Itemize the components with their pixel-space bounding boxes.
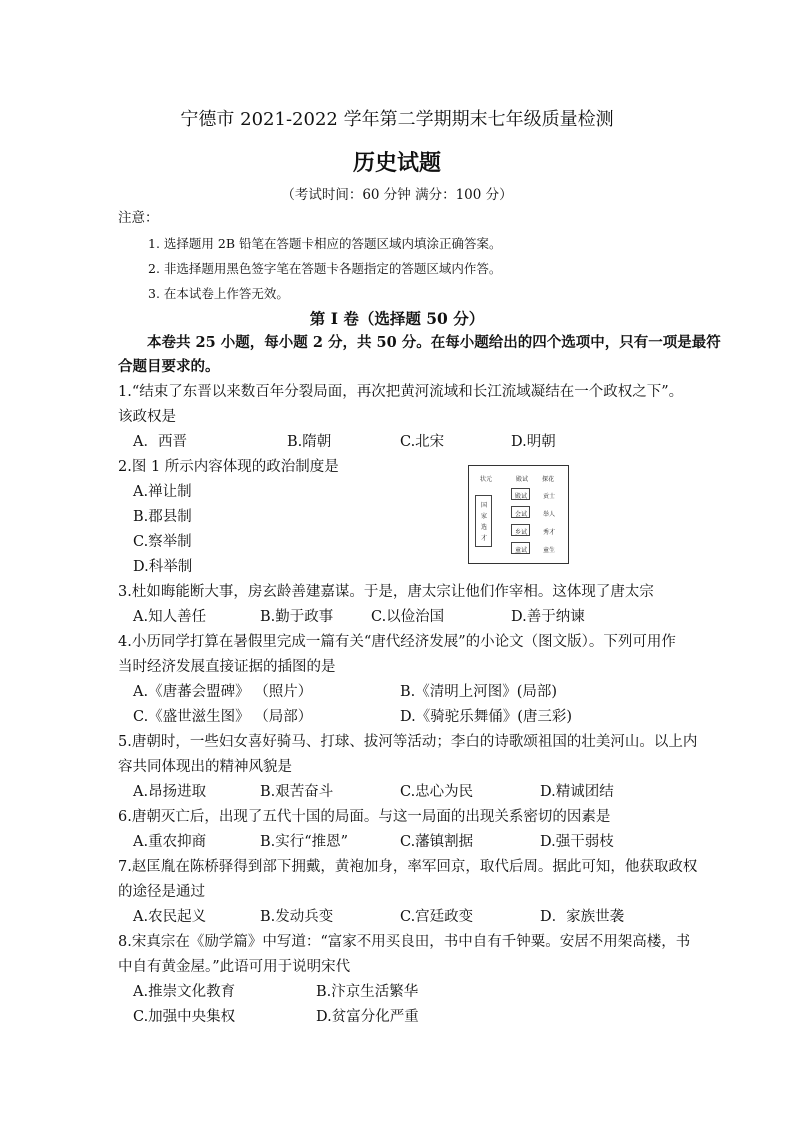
notes-label: 注意： [118,210,159,226]
question-5-stem-cont: 容共同体现出的精神风貌是 [118,759,292,775]
figure-rank-label: 举人 [543,511,556,518]
figure-stage-label: 会试 [515,511,528,518]
section-intro-cont: 合题目要求的。 [118,358,220,375]
figure-left-char: 才 [481,535,488,542]
question-2-stem: 2.图 1 所示内容体现的政治制度是 [118,459,339,475]
question-4-stem-cont: 当时经济发展直接证据的插图的是 [118,659,336,675]
question-5-option-d: D.精诚团结 [540,784,614,800]
section-title: 第 I 卷（选择题 50 分） [309,309,485,328]
question-4-option-b: B.《清明上河图》(局部) [400,684,558,700]
question-5-option-a: A.昂扬进取 [133,784,207,800]
figure-stage-label: 童试 [515,547,528,554]
figure-1-exam-system-diagram [468,465,569,564]
question-8-option-a: A.推崇文化教育 [133,984,236,1000]
figure-left-char: 选 [481,524,488,531]
figure-stage-label: 乡试 [515,529,528,536]
question-4-option-d: D.《骑驼乐舞俑》(唐三彩) [400,709,573,725]
exam-meta: （考试时间：60 分钟 满分：100 分） [281,187,513,203]
figure-header: 状元 [480,476,493,483]
question-7-option-a: A.农民起义 [133,909,207,925]
question-3-option-c: C.以俭治国 [371,609,445,625]
question-2-option-c: C.察举制 [133,534,192,550]
note-item: 2. 非选择题用黑色签字笔在答题卡各题指定的答题区域内作答。 [148,261,502,276]
question-2-option-a: A.禅让制 [133,484,192,500]
question-3-stem: 3.杜如晦能断大事，房玄龄善建嘉谋。于是，唐太宗让他们作宰相。这体现了唐太宗 [118,584,654,600]
question-7-option-d: D．家族世袭 [540,909,625,925]
question-2-option-d: D.科举制 [133,559,193,575]
figure-left-char: 家 [481,513,488,520]
question-4-stem: 4.小历同学打算在暑假里完成一篇有关“唐代经济发展”的小论文（图文版）。下列可用作 [118,634,676,650]
figure-rank-label: 秀才 [543,529,556,536]
question-4-option-a: A.《唐蕃会盟碑》 （照片） [133,684,313,700]
figure-header: 探花 [542,476,555,483]
question-5-option-b: B.艰苦奋斗 [260,784,334,800]
figure-stage-box [511,542,530,554]
question-6-option-a: A.重农抑商 [133,834,207,850]
question-8-option-b: B.汴京生活繁华 [316,984,419,1000]
figure-rank-label: 贡士 [543,493,556,500]
question-6-stem: 6.唐朝灭亡后，出现了五代十国的局面。与这一局面的出现关系密切的因素是 [118,809,611,825]
question-7-option-c: C.宫廷政变 [400,909,474,925]
question-5-stem: 5.唐朝时，一些妇女喜好骑马、打球、拔河等活动；李白的诗歌颂祖国的壮美河山。以上内 [118,734,698,750]
figure-left-char: 国 [481,502,488,509]
figure-stage-box [511,488,530,500]
section-intro: 本卷共 25 小题，每小题 2 分，共 50 分。在每小题给出的四个选项中，只有一项是最符 [147,334,721,351]
note-item: 1. 选择题用 2B 铅笔在答题卡相应的答题区域内填涂正确答案。 [148,236,502,251]
figure-stage-label: 殿试 [515,493,528,500]
question-3-option-b: B.勤于政事 [260,609,334,625]
question-8-option-d: D.贫富分化严重 [316,1009,419,1025]
question-3-option-a: A.知人善任 [133,609,207,625]
question-2-option-b: B.郡县制 [133,509,192,525]
question-1-option-a: A．西晋 [133,434,187,450]
question-4-option-c: C.《盛世滋生图》 （局部） [133,709,313,725]
question-6-option-b: B.实行“推恩” [260,834,349,850]
question-1-stem-cont: 该政权是 [118,409,176,425]
figure-stage-box [511,524,530,536]
question-1-option-b: B.隋朝 [287,434,332,450]
note-item: 3. 在本试卷上作答无效。 [148,286,289,301]
question-7-stem: 7.赵匡胤在陈桥驿得到部下拥戴，黄袍加身，率军回京，取代后周。据此可知，他获取政权 [118,859,698,875]
figure-left-box [475,495,492,547]
question-5-option-c: C.忠心为民 [400,784,474,800]
figure-rank-label: 童生 [543,547,556,554]
question-7-stem-cont: 的途径是通过 [118,884,205,900]
question-6-option-c: C.藩镇割据 [400,834,474,850]
question-1-stem: 1.“结束了东晋以来数百年分裂局面，再次把黄河流域和长江流域凝结在一个政权之下”。 [118,384,684,400]
question-7-option-b: B.发动兵变 [260,909,334,925]
question-8-stem-cont: 中自有黄金屋。”此语可用于说明宋代 [118,959,351,975]
question-6-option-d: D.强干弱枝 [540,834,614,850]
figure-stage-box [511,506,530,518]
question-1-option-c: C.北宋 [400,434,445,450]
question-1-option-d: D.明朝 [511,434,556,450]
subject-title: 历史试题 [352,150,441,176]
exam-title: 宁德市 2021-2022 学年第二学期期末七年级质量检测 [180,109,614,130]
question-8-option-c: C.加强中央集权 [133,1009,236,1025]
figure-header: 殿试 [516,476,529,483]
question-3-option-d: D.善于纳谏 [511,609,585,625]
question-8-stem: 8.宋真宗在《励学篇》中写道：“富家不用买良田，书中自有千钟粟。安居不用架高楼，书 [118,934,691,950]
